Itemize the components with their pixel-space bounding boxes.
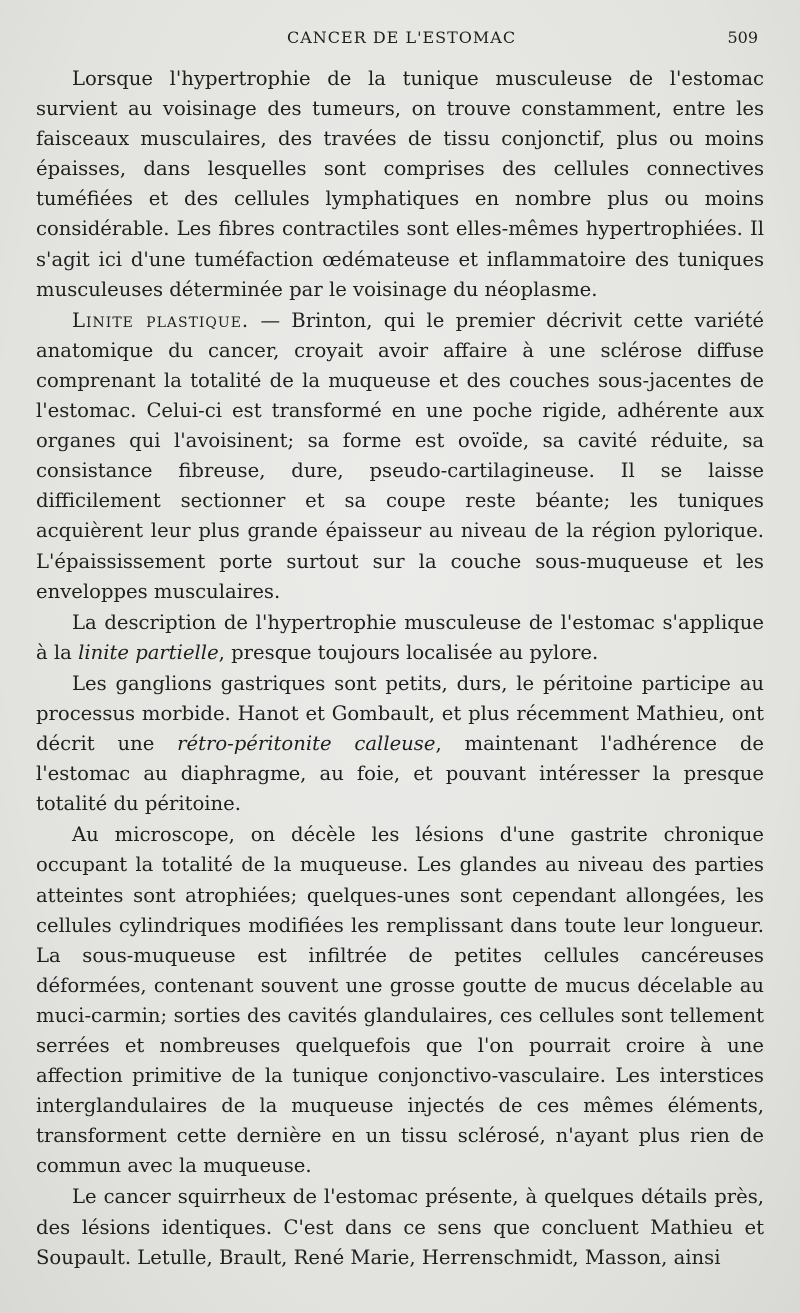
paragraph-text: Lorsque l'hypertrophie de la tunique musculeuse de l'estomac survient au voisinage des tumeurs, on trouve constamment, entre les faisceaux musculaires, des travées de tissu conjonctif, plus ou moins épaisses, dans lesquelles sont comprises des cellules connectives tuméfiées et des cellules lymphatiques en nombre plus ou moins considérable. Les fibres contractiles sont elles-mêmes hypertrophiées. Il s'agit ici d'une tuméfaction œdémateuse et inflammatoire des tuniques musculeuses déterminée par le voisinage du néoplasme. [36, 67, 764, 301]
page-header [0, 28, 800, 58]
paragraph-text: La description de l'hypertrophie musculeuse de l'estomac s'applique à la [36, 610, 764, 664]
paragraph-microscope [36, 820, 764, 1181]
page-number: 509 [727, 28, 758, 47]
italic-term: rétro-péritonite calleuse [177, 732, 436, 756]
section-heading: Linite plastique. [72, 308, 250, 332]
paragraph-text: , maintenant l'adhérence de l'estomac au diaphragme, au foie, et pouvant intéresser la presque totalité du péritoine. [36, 732, 764, 816]
italic-term: linite partielle [78, 640, 219, 664]
paragraph-text: Les ganglions gastriques sont petits, durs, le péritoine participe au processus morbide. Hanot et Gombault, et plus récemment Mathieu, ont décrit une [36, 671, 764, 756]
paragraph-text: Au microscope, on décèle les lésions d'une gastrite chronique occupant la totalité de la muqueuse. Les glandes au niveau des parties atteintes sont atrophiées; quelques-unes sont cependant allongées, les cellules cylindriques modifiées les remplissant dans toute leur longueur. La sous-muqueuse est infiltrée de petites cellules cancéreuses déformées, contenant souvent une grosse goutte de mucus décelable au muci-carmin; sorties des cavités glandulaires, ces cellules sont tellement serrées et nombreuses quelquefois que l'on pourrait croire à une affection primitive de la tunique conjonctivo-vasculaire. Les interstices interglandulaires de la muqueuse injectés de ces mêmes éléments, transforment cette dernière en un tissu sclérosé, n'ayant plus rien de commun avec la muqueuse. [36, 823, 764, 1178]
paragraph-text: , presque toujours localisée au pylore. [218, 640, 599, 664]
paragraph-linite-partielle [36, 608, 764, 668]
running-title: CANCER DE L'ESTOMAC [287, 28, 517, 47]
paragraph-ganglions [36, 669, 764, 819]
paragraph-text: — Brinton, qui le premier décrivit cette variété anatomique du cancer, croyait avoir affaire à une sclérose diffuse comprenant la totalité de la muqueuse et des couches sous-jacentes de l'estomac. Celui-ci est transformé en une poche rigide, adhérente aux organes qui l'avoisinent; sa forme est ovoïde, sa cavité réduite, sa consistance fibreuse, dure, pseudo-cartilagineuse. Il se laisse difficilement sectionner et sa coupe reste béante; les tuniques acquièrent leur plus grande épaisseur au niveau de la région pylorique. L'épaississement porte surtout sur la couche sous-muqueuse et les enveloppes musculaires. [36, 308, 764, 603]
paragraph-text: Le cancer squirrheux de l'estomac présente, à quelques détails près, des lésions identiques. C'est dans ce sens que concluent Mathieu et Soupault. Letulle, Brault, René Marie, Herrenschmidt, Masson, ainsi [36, 1185, 764, 1269]
paragraph-hypertrophie [36, 64, 764, 305]
paragraph-linite-plastique [36, 306, 764, 607]
body-text [36, 64, 764, 1273]
paragraph-cancer-squirrheux [36, 1182, 764, 1272]
